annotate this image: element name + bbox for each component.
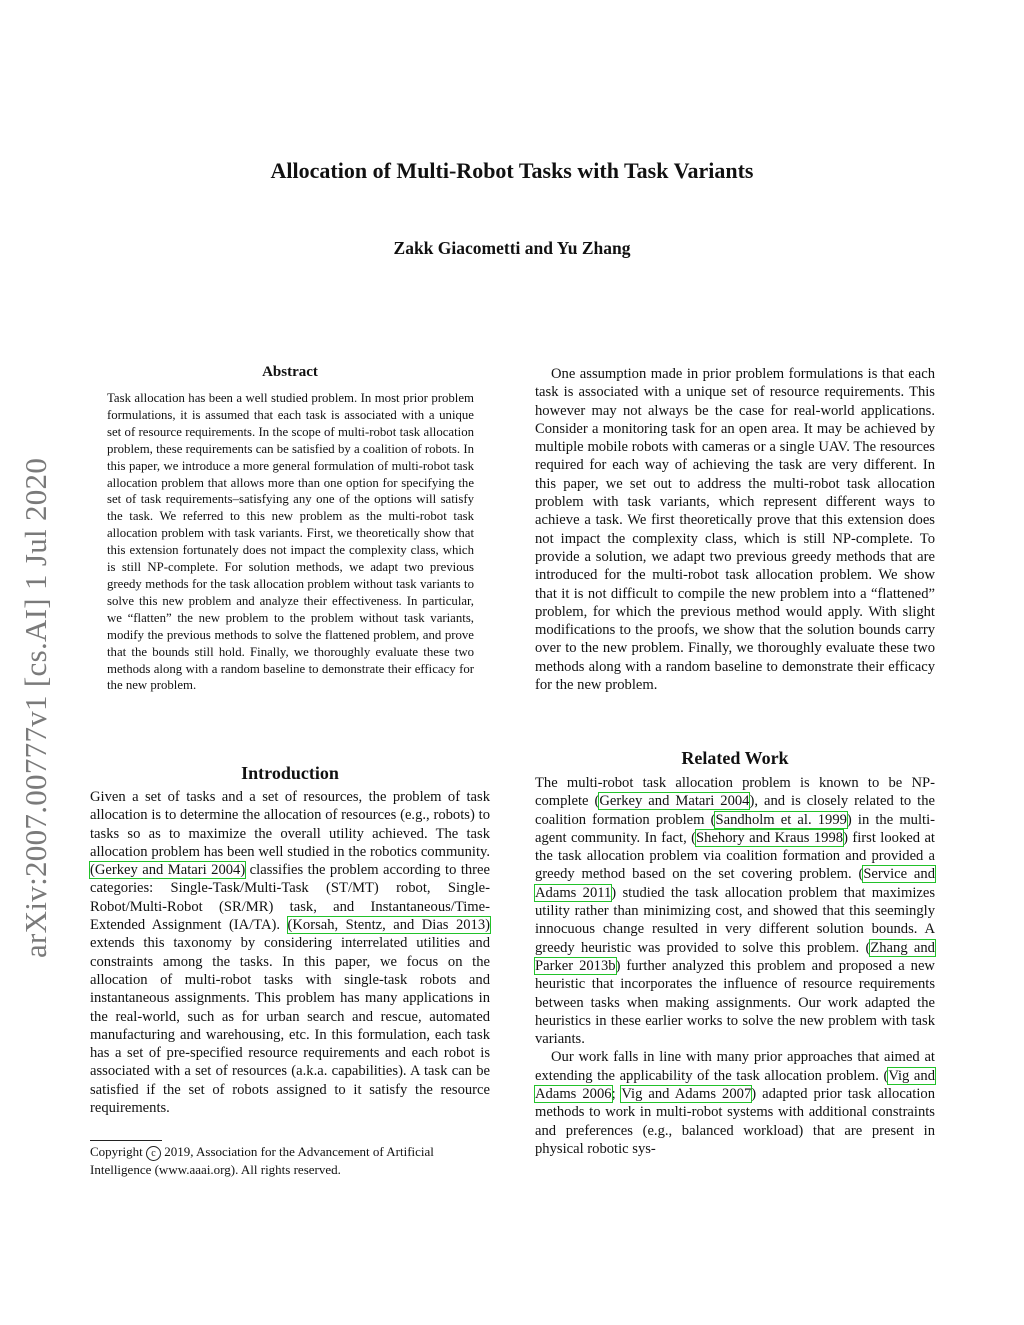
related-work-paragraph-1 — [535, 774, 935, 1048]
paper-authors: Zakk Giacometti and Yu Zhang — [393, 238, 631, 258]
copyright-prefix: Copyright — [90, 1144, 143, 1159]
intro-continuation-paragraph: One assumption made in prior problem formulations is that each task is associated with a unique set of resource requirements. This however may not always be the case for real-world applications. Consider a monitoring task for an open area. It may be achieved by multiple mobile robots with cameras or a single UAV. The resources required for each way of achieving the task are very different. In this paper, we set out to address the multi-robot task allocation problem with task variants, which represent different ways to achieve a task. We first theoretically prove that this extension does not impact the complexity class, which is still NP-complete. To provide a solution, we adapt two previous greedy methods that are introduced for the multi-robot task allocation problem. We show that it is not difficult to compile the new problem into a “flattened” problem, for which the previous method would apply. With slight modifications to the proofs, we show that the solution bounds carry over to the new problem. Finally, we thoroughly evaluate these two methods along with a random baseline to demonstrate their efficacy for the new problem. — [535, 366, 935, 694]
intro-text-2: classifies the problem according to three categories: Single-Task/Multi-Task (ST/MT) robot, Single-Robot/Multi-Robot (SR/MR) task, and Instantaneous/Time-Extended Assignment (IA/TA). — [90, 862, 490, 934]
citation-link[interactable]: Gerkey and Matari 2004 — [599, 793, 750, 810]
introduction-heading: Introduction — [241, 763, 339, 783]
introduction-paragraph — [90, 788, 490, 1117]
rw-text: ), and is closely related to the coalition formation problem ( — [535, 793, 935, 828]
footnote-rule — [90, 1140, 162, 1141]
abstract-heading: Abstract — [262, 364, 318, 380]
citation-link[interactable]: Shehory and Kraus 1998 — [696, 829, 844, 846]
related-work-section — [535, 774, 935, 1158]
citation-link[interactable]: (Korsah, Stentz, and Dias 2013) — [287, 917, 490, 934]
citation-link[interactable]: Vig and Adams 2006 — [535, 1067, 935, 1103]
paper-title: Allocation of Multi-Robot Tasks with Task Variants — [270, 158, 754, 183]
rw-text: ) in the multi-agent community. In fact, ( — [535, 811, 935, 846]
rw-text: ) adapted prior task allocation methods to work in multi-robot systems with additional constraints and preferences (e.g., balanced workload) that are present in physical robotic sys- — [535, 1086, 935, 1157]
arxiv-identifier-stamp: arXiv:2007.00777v1 [cs.AI] 1 Jul 2020 — [18, 457, 53, 958]
copyright-footnote — [90, 1143, 490, 1178]
rw-text: ) first looked at the task allocation problem via coalition formation and provided a greedy method based on the set covering problem. ( — [535, 829, 935, 883]
intro-text-1: Given a set of tasks and a set of resources, the problem of task allocation is to determine the allocation of resources (e.g., robots) to tasks so as to maximize the overall utility achieved. The task allocation problem has been well studied in the robotics community. — [90, 789, 490, 860]
intro-text-3: extends this taxonomy by considering interrelated utilities and constraints among the tasks. In this paper, we focus on the allocation of multi-robot tasks with single-task robots and instantaneous assignments. This problem has many applications in the real-world, such as for urban search and rescue, automated manufacturing and warehousing, etc. In this formulation, each task has a set of pre-specified resource requirements and each robot is associated with a set of resources (a.k.a. capabilities). A task can be satisfied if the set of robots assigned to it satisfy the resource requirements. — [90, 935, 490, 1117]
related-work-paragraph-2 — [535, 1048, 935, 1158]
rw-text: The multi-robot task allocation problem is known to be NP-complete ( — [535, 775, 935, 810]
related-work-heading: Related Work — [681, 748, 789, 768]
citation-link[interactable]: Zhang and Parker 2013b — [535, 939, 935, 974]
citation-link[interactable]: Service and Adams 2011 — [535, 866, 935, 901]
citation-link[interactable]: Vig and Adams 2007 — [621, 1086, 752, 1103]
rw-text: ) studied the task allocation problem that maximizes utility rather than minimizing cost, and showed that this seemingly innocuous change resulted in very different solution bounds. A greedy heuristic was provided to solve this problem. ( — [535, 884, 936, 956]
rw-text: ; — [611, 1086, 622, 1103]
rw-text: ) further analyzed this problem and proposed a new heuristic that incorporates the influence of resource requirements between tasks when making assignments. Our work adapted the heuristics in these earlier works to solve the new problem with task variants. — [535, 957, 935, 1048]
copyright-symbol-icon: c — [146, 1146, 161, 1161]
rw-text: Our work falls in line with many prior approaches that aimed at extending the applicability of the task allocation problem. ( — [535, 1049, 935, 1084]
abstract-text: Task allocation has been a well studied problem. In most prior problem formulations, it is assumed that each task is associated with a unique set of resource requirements. In the scope of multi-robot task allocation problem, these requirements can be satisfied by a coalition of robots. In this paper, we introduce a more general formulation of multi-robot task allocation problem that allows more than one option for specifying the set of task requirements–satisfying any one of the options will satisfy the task. We referred to this new problem as the multi-robot task allocation problem with task variants. First, we theoretically show that this extension fortunately does not impact the complexity class, which is still NP-complete. For solution methods, we adapt two previous greedy methods for the task allocation problem without task variants to solve this new problem and analyze their effectiveness. In particular, we “flatten” the new problem to the problem without task variants, modify the previous methods to solve the flattened problem, and prove that the bounds still hold. Finally, we thoroughly evaluate these two methods along with a random baseline to demonstrate their efficacy for the new problem. — [107, 391, 474, 693]
citation-link[interactable]: (Gerkey and Matari 2004) — [90, 862, 246, 879]
copyright-text: 2019, Association for the Advancement of Artificial Intelligence (www.aaai.org). All rights reserved. — [90, 1144, 434, 1177]
citation-link[interactable]: Sandholm et al. 1999 — [715, 811, 847, 828]
